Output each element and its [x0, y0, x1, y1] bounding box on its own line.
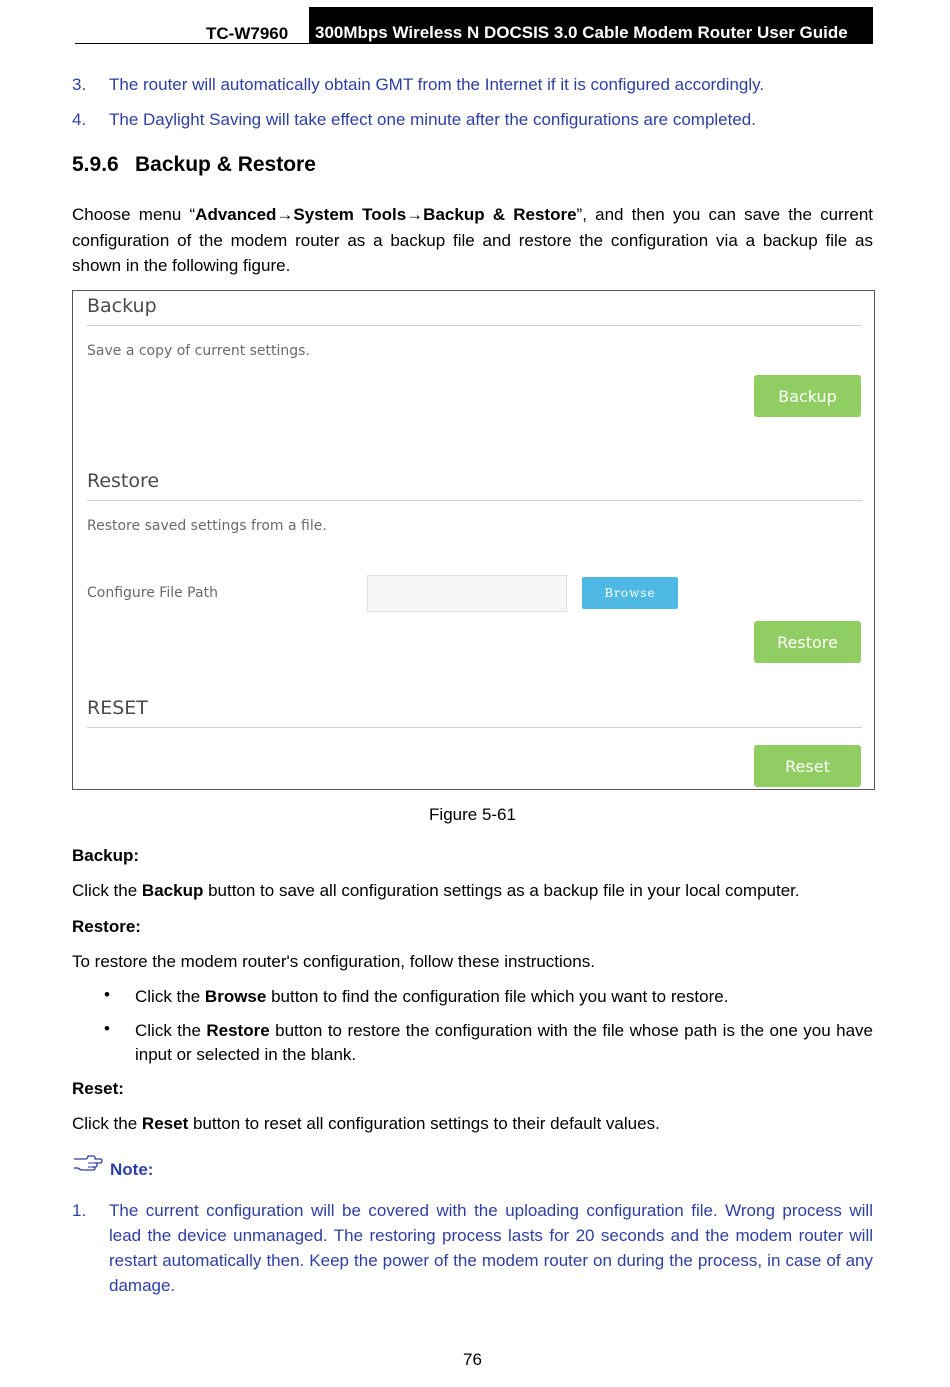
- restore-label: Restore:: [72, 917, 141, 936]
- intro-text: Choose menu “: [72, 205, 196, 224]
- section-number: 5.9.6: [72, 153, 119, 176]
- note-list-item: [0, 1198, 950, 1298]
- menu-arrow: →: [406, 205, 424, 224]
- section-title: Backup & Restore: [135, 153, 316, 176]
- list-item: [0, 72, 950, 97]
- backup-paragraph: [72, 878, 873, 904]
- header-model: TC-W7960: [206, 24, 289, 43]
- list-item-number: 4.: [72, 110, 87, 129]
- paragraph-bold: Browse: [204, 987, 267, 1006]
- list-item: [0, 107, 950, 132]
- paragraph-text: button to restore the configuration with the file whose path is the one you have input or selected in the blank.: [135, 1021, 873, 1064]
- reset-paragraph: [72, 1111, 873, 1137]
- divider: [87, 325, 862, 326]
- list-item-number: 3.: [72, 75, 87, 94]
- list-item-text: The Daylight Saving will take effect one minute after the configurations are completed.: [109, 110, 756, 129]
- restore-intro: To restore the modem router's configuration, follow these instructions.: [72, 952, 595, 971]
- file-path-label: Configure File Path: [87, 585, 218, 601]
- paragraph-text: button to reset all configuration settings to their default values.: [188, 1114, 660, 1133]
- bullet: •: [104, 1019, 110, 1038]
- figure-backup-restore: [72, 290, 875, 790]
- paragraph-text: Click the: [135, 1021, 207, 1040]
- figure-caption: Figure 5-61: [429, 805, 516, 824]
- bullet: •: [104, 985, 110, 1004]
- restore-section-title: Restore: [87, 470, 160, 492]
- paragraph-text: Click the: [72, 881, 142, 900]
- bullet-text: [135, 1019, 873, 1067]
- paragraph-bold: Backup: [141, 881, 204, 900]
- header-rule: [75, 43, 311, 44]
- menu-arrow: →: [276, 205, 294, 224]
- menu-path-system-tools: System Tools: [293, 205, 407, 224]
- backup-button[interactable]: Backup: [754, 375, 861, 417]
- divider: [87, 500, 862, 501]
- intro-text: ”, and then you can save the current configuration of the modem router as a backup file and restore the configuration via a backup file as shown in the following figure.: [72, 205, 873, 275]
- list-item: [0, 985, 950, 1011]
- note-label: Note:: [110, 1160, 154, 1179]
- intro-paragraph: [72, 202, 873, 279]
- paragraph-text: Click the: [72, 1114, 142, 1133]
- paragraph-bold: Reset: [141, 1114, 189, 1133]
- list-item: [0, 1019, 950, 1069]
- bullet-text: [135, 985, 873, 1009]
- menu-path-backup-restore: Backup & Restore: [423, 205, 577, 224]
- paragraph-bold: Restore: [206, 1021, 270, 1040]
- backup-section-title: Backup: [87, 295, 157, 317]
- backup-description: Save a copy of current settings.: [87, 343, 310, 359]
- paragraph-text: button to save all configuration settings as a backup file in your local computer.: [203, 881, 800, 900]
- menu-path-advanced: Advanced: [195, 205, 277, 224]
- reset-section-title: RESET: [87, 697, 148, 719]
- paragraph-text: Click the: [135, 987, 205, 1006]
- section-heading: [72, 153, 316, 177]
- divider: [87, 727, 862, 728]
- paragraph-text: button to find the configuration file which you want to restore.: [266, 987, 729, 1006]
- restore-description: Restore saved settings from a file.: [87, 518, 327, 534]
- note-text: The current configuration will be covered with the uploading configuration file. Wrong process will lead the device unmanaged. The restoring process lasts for 20 seconds and the modem router will restart automatically then. Keep the power of the modem router on during the process, in case of any damage.: [109, 1201, 873, 1295]
- header-guide-title: 300Mbps Wireless N DOCSIS 3.0 Cable Modem Router User Guide: [309, 7, 873, 44]
- backup-label: Backup:: [72, 846, 140, 865]
- page-number: 76: [463, 1350, 482, 1369]
- restore-button[interactable]: Restore: [754, 621, 861, 663]
- browse-button[interactable]: Browse: [582, 577, 678, 609]
- file-path-input[interactable]: [367, 575, 567, 612]
- list-item-text: The router will automatically obtain GMT from the Internet if it is configured accordingly.: [109, 75, 765, 94]
- reset-label: Reset:: [72, 1079, 124, 1098]
- pointing-hand-icon: [73, 1153, 103, 1171]
- list-item-number: 1.: [72, 1201, 87, 1220]
- reset-button[interactable]: Reset: [754, 745, 861, 787]
